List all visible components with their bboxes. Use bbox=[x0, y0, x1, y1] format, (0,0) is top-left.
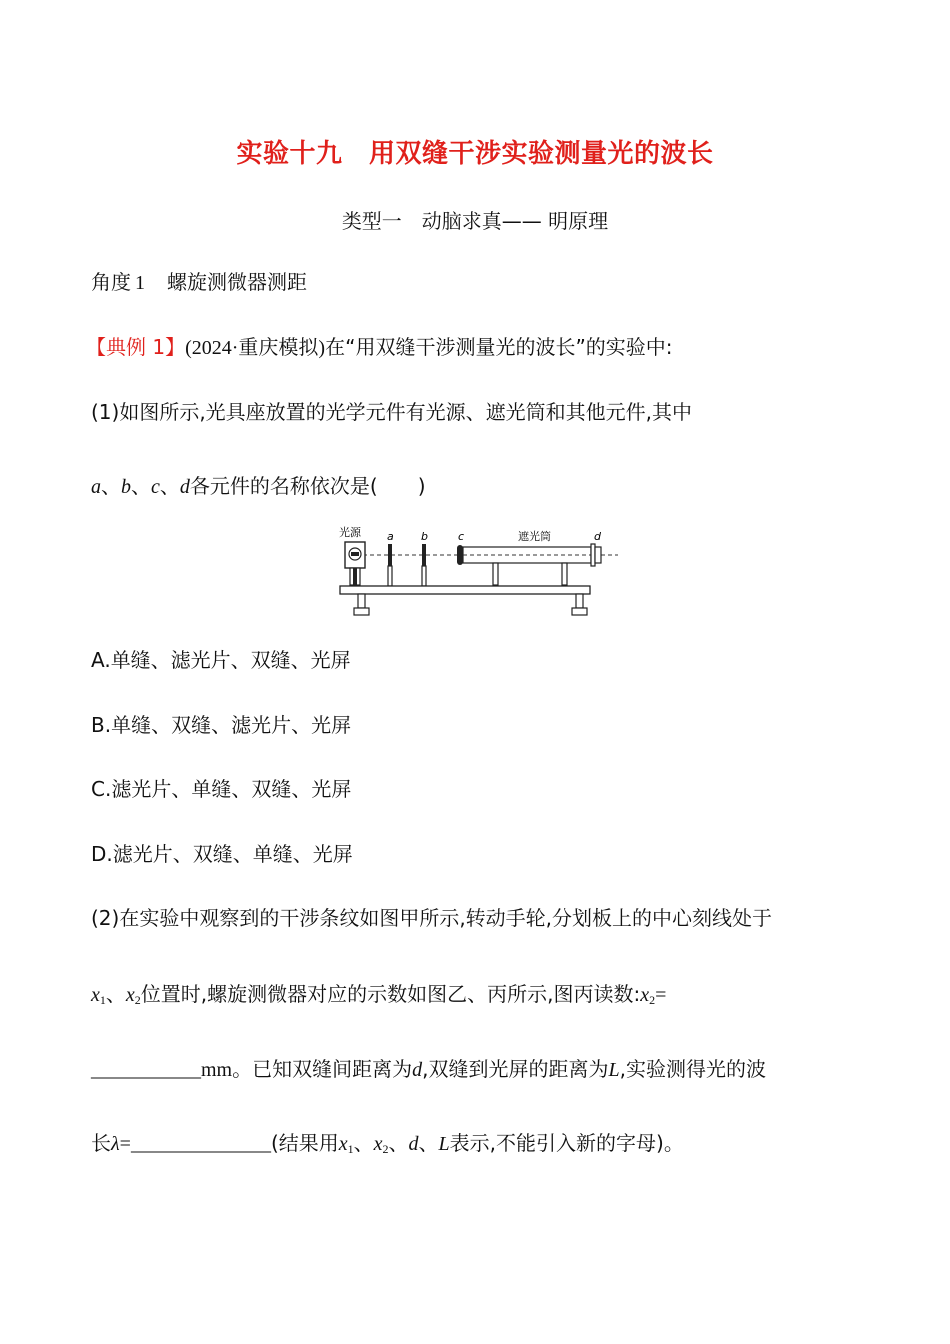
var-d-spacing: d bbox=[412, 1059, 423, 1081]
option-c[interactable]: C.滤光片、单缝、双缝、光屏 bbox=[91, 777, 352, 801]
light-source-post-core bbox=[353, 568, 357, 585]
optical-bench-figure bbox=[336, 523, 601, 625]
var-x2: x bbox=[125, 984, 135, 1006]
var-a: a bbox=[91, 476, 101, 498]
example-intro bbox=[86, 333, 673, 362]
example-tag: 【典例 1】 bbox=[86, 335, 186, 359]
var-x1: x bbox=[91, 984, 100, 1006]
sub-2: 2 bbox=[649, 993, 656, 1007]
var-x2: x bbox=[373, 1133, 383, 1155]
sub-1: 1 bbox=[99, 993, 106, 1007]
equals-sign: = bbox=[119, 1133, 131, 1155]
question-2-line4-mid: (结果用 bbox=[270, 1131, 339, 1155]
separator: 、 bbox=[105, 982, 126, 1006]
label-a: a bbox=[387, 530, 394, 543]
bench-foot-right bbox=[572, 608, 587, 615]
label-c: c bbox=[458, 530, 465, 543]
answer-blank-lambda[interactable]: ______________ bbox=[130, 1133, 271, 1155]
question-1-tail: 各元件的名称依次是( ) bbox=[189, 474, 426, 498]
var-L: L bbox=[438, 1133, 450, 1155]
element-a bbox=[388, 544, 392, 566]
question-2-line2 bbox=[91, 980, 666, 1014]
equals-sign: = bbox=[655, 984, 667, 1006]
bulb-filament bbox=[351, 552, 359, 556]
element-c bbox=[457, 545, 463, 565]
var-lambda: λ bbox=[111, 1133, 120, 1155]
option-a[interactable]: A.单缝、滤光片、双缝、光屏 bbox=[91, 648, 351, 672]
sub-2: 2 bbox=[382, 1142, 389, 1156]
bench-leg-right bbox=[576, 594, 583, 608]
example-source: (2024·重庆模拟) bbox=[185, 337, 326, 359]
unit-mm: mm bbox=[201, 1059, 233, 1081]
question-2-line4-start: 长 bbox=[91, 1131, 111, 1155]
question-2-line3-text: 。已知双缝间距离为 bbox=[232, 1057, 413, 1081]
section-subtitle: 类型一 动脑求真—— 明原理 bbox=[341, 209, 609, 233]
separator: 、 bbox=[353, 1131, 374, 1155]
question-2-line3 bbox=[91, 1055, 766, 1084]
bench-foot-left bbox=[354, 608, 369, 615]
separator: 、 bbox=[131, 474, 151, 498]
var-d: d bbox=[179, 476, 190, 498]
question-2-line3-end: ,实验测得光的波 bbox=[619, 1057, 766, 1081]
element-d-holder bbox=[595, 547, 601, 563]
separator: 、 bbox=[159, 474, 180, 498]
var-L: L bbox=[608, 1059, 620, 1081]
element-b bbox=[422, 544, 426, 566]
label-light-source: 光源 bbox=[339, 526, 361, 539]
tube-support-1 bbox=[493, 563, 498, 585]
var-d: d bbox=[408, 1133, 419, 1155]
sub-1: 1 bbox=[347, 1142, 354, 1156]
tube-support-2 bbox=[562, 563, 567, 585]
angle-label: 角度 bbox=[91, 270, 131, 294]
question-1-line1: (1)如图所示,光具座放置的光学元件有光源、遮光筒和其他元件,其中 bbox=[91, 400, 693, 424]
label-b: b bbox=[421, 530, 428, 543]
element-b-post bbox=[422, 566, 426, 586]
var-x1: x bbox=[338, 1133, 348, 1155]
bench-leg-left bbox=[358, 594, 365, 608]
angle-text: 螺旋测微器测距 bbox=[167, 270, 307, 294]
option-d[interactable]: D.滤光片、双缝、单缝、光屏 bbox=[91, 842, 353, 866]
separator: 、 bbox=[101, 474, 121, 498]
var-x2-reading: x bbox=[640, 984, 650, 1006]
separator: 、 bbox=[418, 1131, 439, 1155]
question-1-line2 bbox=[91, 472, 426, 501]
label-tube: 遮光筒 bbox=[518, 530, 551, 543]
question-2-line4-end: 表示,不能引入新的字母)。 bbox=[449, 1131, 684, 1155]
answer-blank-x2[interactable]: ___________ bbox=[91, 1059, 201, 1081]
var-c: c bbox=[151, 476, 160, 498]
question-2-line2-text: 位置时,螺旋测微器对应的示数如图乙、丙所示,图丙读数: bbox=[140, 982, 641, 1006]
element-a-post bbox=[388, 566, 392, 586]
label-d: d bbox=[594, 530, 601, 543]
question-2-line4 bbox=[91, 1129, 684, 1163]
example-text: 在“用双缝干涉测量光的波长”的实验中: bbox=[325, 335, 673, 359]
question-2-line3-text2: ,双缝到光屏的距离为 bbox=[422, 1057, 609, 1081]
page-title: 实验十九 用双缝干涉实验测量光的波长 bbox=[236, 139, 714, 169]
sub-2: 2 bbox=[134, 993, 141, 1007]
bench-rail bbox=[340, 586, 590, 594]
question-2-line1: (2)在实验中观察到的干涉条纹如图甲所示,转动手轮,分划板上的中心刻线处于 bbox=[91, 906, 773, 930]
angle-heading bbox=[91, 268, 307, 297]
var-b: b bbox=[121, 476, 131, 498]
separator: 、 bbox=[388, 1131, 409, 1155]
angle-number: 1 bbox=[135, 272, 145, 294]
option-b[interactable]: B.单缝、双缝、滤光片、光屏 bbox=[91, 713, 352, 737]
optical-bench-svg bbox=[336, 523, 601, 621]
